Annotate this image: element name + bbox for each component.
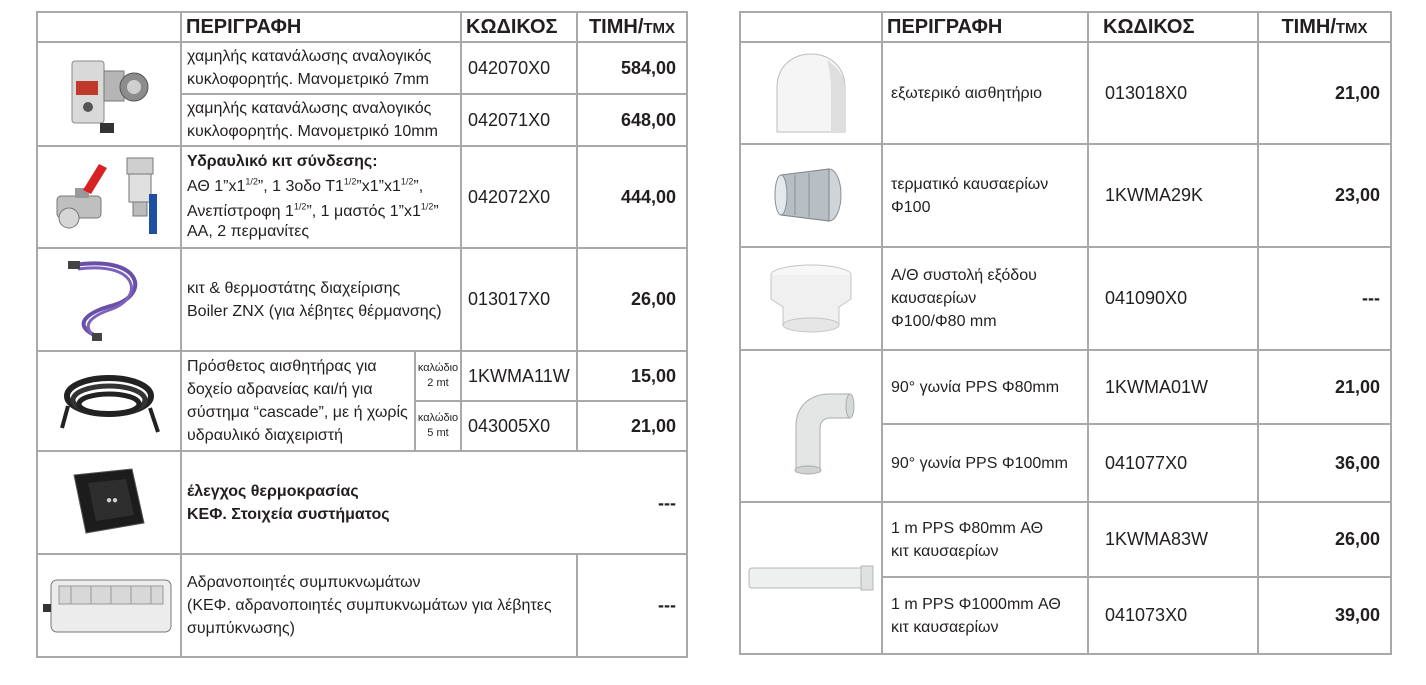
price-header-unit: ΤΜΧ xyxy=(643,19,676,37)
desc-line: Φ100 xyxy=(891,198,931,216)
right-row-price: 23,00 xyxy=(1258,144,1391,247)
sensor-5mt-code: 043005X0 xyxy=(461,401,577,451)
fraction: 1/2 xyxy=(245,176,258,187)
desc-line: κυκλοφορητής. Μανομετρικό 7mm xyxy=(187,71,430,88)
right-row-price: 21,00 xyxy=(1258,350,1391,424)
desc-line: χαμηλής κατανάλωσης αναλογικός xyxy=(187,48,432,65)
desc-line: κιτ καυσαερίων xyxy=(891,618,999,636)
price-header-main: ΤΙΜΗ/ xyxy=(588,15,644,38)
desc-line: 90° γωνία PPS Φ80mm xyxy=(891,378,1060,396)
left-header-code: ΚΩΔΙΚΟΣ xyxy=(461,12,577,42)
flue-reducer-image xyxy=(740,247,882,350)
text-part: ΑΘ 1”x1 xyxy=(187,178,246,195)
right-row-code: 041090X0 xyxy=(1088,247,1258,350)
left-header-description: ΠΕΡΙΓΡΑΦΗ xyxy=(181,12,461,42)
table-row xyxy=(740,42,1391,144)
sensor-2mt-code: 1KWMA11W xyxy=(461,351,577,401)
thermostat-kit-code: 013017X0 xyxy=(461,248,577,351)
fraction: 1/2 xyxy=(400,176,414,187)
right-row-code: 1KWMA29K xyxy=(1088,144,1258,247)
desc-line: χαμηλής κατανάλωσης αναλογικός xyxy=(187,100,432,117)
hydraulic-kit-description xyxy=(181,146,461,248)
right-row-price: --- xyxy=(1258,247,1391,350)
table-row xyxy=(740,247,1391,350)
pump-7mm-price: 584,00 xyxy=(577,42,687,94)
temperature-control-price: --- xyxy=(658,493,677,513)
text-part: ”, xyxy=(413,178,424,195)
kit-line-4: ΑΑ, 2 περμανίτες xyxy=(187,223,310,241)
sensor-cable-2mt xyxy=(415,351,461,401)
left-header-price xyxy=(577,12,687,42)
straight-pipe-image xyxy=(740,502,882,654)
kit-title: Υδραυλικό κιτ σύνδεσης: xyxy=(187,152,378,170)
right-header-code: ΚΩΔΙΚΟΣ xyxy=(1088,12,1258,42)
left-price-table xyxy=(36,11,688,658)
right-row-code: 041073X0 xyxy=(1088,577,1258,654)
right-row-description xyxy=(882,350,1088,424)
pump-10mm-code: 042071X0 xyxy=(461,94,577,146)
table-row xyxy=(740,144,1391,247)
right-row-code: 013018X0 xyxy=(1088,42,1258,144)
right-row-price: 36,00 xyxy=(1258,424,1391,502)
table-row xyxy=(37,248,687,351)
neutralizer-description xyxy=(181,554,577,657)
desc-line: 1 m PPS Φ1000mm ΑΘ xyxy=(891,595,1061,613)
right-row-price: 21,00 xyxy=(1258,42,1391,144)
left-header-image xyxy=(37,12,181,42)
desc-line: κιτ & θερμοστάτης διαχείρισης xyxy=(187,279,401,297)
desc-line: υδραυλικό διαχειριστή xyxy=(187,427,344,444)
right-row-description xyxy=(882,424,1088,502)
temperature-controller-image xyxy=(37,451,181,554)
fraction: 1/2 xyxy=(420,202,434,212)
sensor-cable-5mt xyxy=(415,401,461,451)
text-part: ”, 1 3οδο Τ1 xyxy=(257,178,344,195)
sensor-cable-image xyxy=(37,351,181,451)
table-row xyxy=(740,350,1391,424)
desc-line: δοχείο αδρανείας και/ή για xyxy=(187,381,373,398)
pump-10mm-price: 648,00 xyxy=(577,94,687,146)
cable-label: καλώδιο xyxy=(417,412,459,424)
desc-line: Πρόσθετος αισθητήρας για xyxy=(187,358,377,375)
hydraulic-kit-price: 444,00 xyxy=(577,146,687,248)
hydraulic-kit-code: 042072X0 xyxy=(461,146,577,248)
right-row-description xyxy=(882,42,1088,144)
table-row xyxy=(740,502,1391,577)
flue-terminal-image xyxy=(740,144,882,247)
temperature-control-description xyxy=(181,451,687,554)
sensor-description xyxy=(181,351,415,451)
sensor-2mt-price: 15,00 xyxy=(577,351,687,401)
desc-line: εξωτερικό αισθητήριο xyxy=(891,84,1043,102)
table-row xyxy=(37,554,687,657)
cable-length: 2 mt xyxy=(427,377,449,389)
right-header-description: ΠΕΡΙΓΡΑΦΗ xyxy=(882,12,1088,42)
desc-line: Boiler ZNX (για λέβητες θέρμανσης) xyxy=(187,302,442,320)
thermostat-kit-price: 26,00 xyxy=(577,248,687,351)
desc-line: (ΚΕΦ. αδρανοποιητές συμπυκνωμάτων για λέβητες xyxy=(187,597,552,614)
table-row xyxy=(37,451,687,554)
elbow-pipe-image xyxy=(740,350,882,502)
desc-line: 90° γωνία PPS Φ100mm xyxy=(891,454,1068,472)
table-row xyxy=(37,146,687,248)
sensor-5mt-price: 21,00 xyxy=(577,401,687,451)
desc-line: έλεγχος θερμοκρασίας xyxy=(187,482,359,500)
right-row-description xyxy=(882,577,1088,654)
desc-line: Αδρανοποιητές συμπυκνωμάτων xyxy=(187,574,421,591)
right-row-description xyxy=(882,144,1088,247)
thermostat-kit-description xyxy=(181,248,461,351)
table-row xyxy=(37,351,687,401)
right-row-code: 041077X0 xyxy=(1088,424,1258,502)
cable-label: καλώδιο xyxy=(417,362,459,374)
right-header-image xyxy=(740,12,882,42)
pump-10mm-description xyxy=(181,94,461,146)
desc-line: σύστημα “cascade”, με ή χωρίς xyxy=(187,404,408,421)
thermostat-kit-image xyxy=(37,248,181,351)
desc-line: κυκλοφορητής. Μανομετρικό 10mm xyxy=(187,123,438,140)
desc-line: Φ100/Φ80 mm xyxy=(891,313,997,330)
kit-line-3 xyxy=(187,203,439,220)
external-sensor-image xyxy=(740,42,882,144)
text-part: Ανεπίστροφη 1 xyxy=(187,203,294,221)
left-header-row xyxy=(37,12,687,42)
desc-line: ΚΕΦ. Στοιχεία συστήματος xyxy=(187,505,390,523)
desc-line: Α/Θ συστολή εξόδου xyxy=(891,267,1037,284)
pump-image xyxy=(37,42,181,146)
right-row-price: 39,00 xyxy=(1258,577,1391,654)
neutralizer-image xyxy=(37,554,181,657)
desc-line: τερματικό καυσαερίων xyxy=(891,175,1049,193)
price-header-unit: ΤΜΧ xyxy=(1335,19,1368,37)
fraction: 1/2 xyxy=(293,202,307,212)
text-part: ” xyxy=(433,203,439,221)
right-row-description xyxy=(882,247,1088,350)
right-row-code: 1KWMA83W xyxy=(1088,502,1258,577)
right-row-price: 26,00 xyxy=(1258,502,1391,577)
svg-text:●●: ●● xyxy=(105,494,119,506)
price-header-main: ΤΙΜΗ/ xyxy=(1281,15,1336,38)
hydraulic-kit-image xyxy=(37,146,181,248)
right-header-row xyxy=(740,12,1391,42)
desc-line: κιτ καυσαερίων xyxy=(891,542,999,560)
pump-7mm-code: 042070X0 xyxy=(461,42,577,94)
cable-length: 5 mt xyxy=(427,427,449,439)
pump-7mm-description xyxy=(181,42,461,94)
kit-line-2 xyxy=(187,178,423,195)
text-part: ”x1”x1 xyxy=(356,178,401,195)
neutralizer-price: --- xyxy=(577,554,687,657)
right-row-code: 1KWMA01W xyxy=(1088,350,1258,424)
desc-line: καυσαερίων xyxy=(891,290,977,307)
text-part: ”, 1 μαστός 1”x1 xyxy=(306,203,421,221)
table-row xyxy=(37,42,687,94)
right-row-description xyxy=(882,502,1088,577)
desc-line: 1 m PPS Φ80mm ΑΘ xyxy=(891,519,1044,537)
right-price-table xyxy=(739,11,1392,655)
right-header-price xyxy=(1258,12,1391,42)
fraction: 1/2 xyxy=(343,176,357,187)
desc-line: συμπύκνωσης) xyxy=(187,620,295,637)
